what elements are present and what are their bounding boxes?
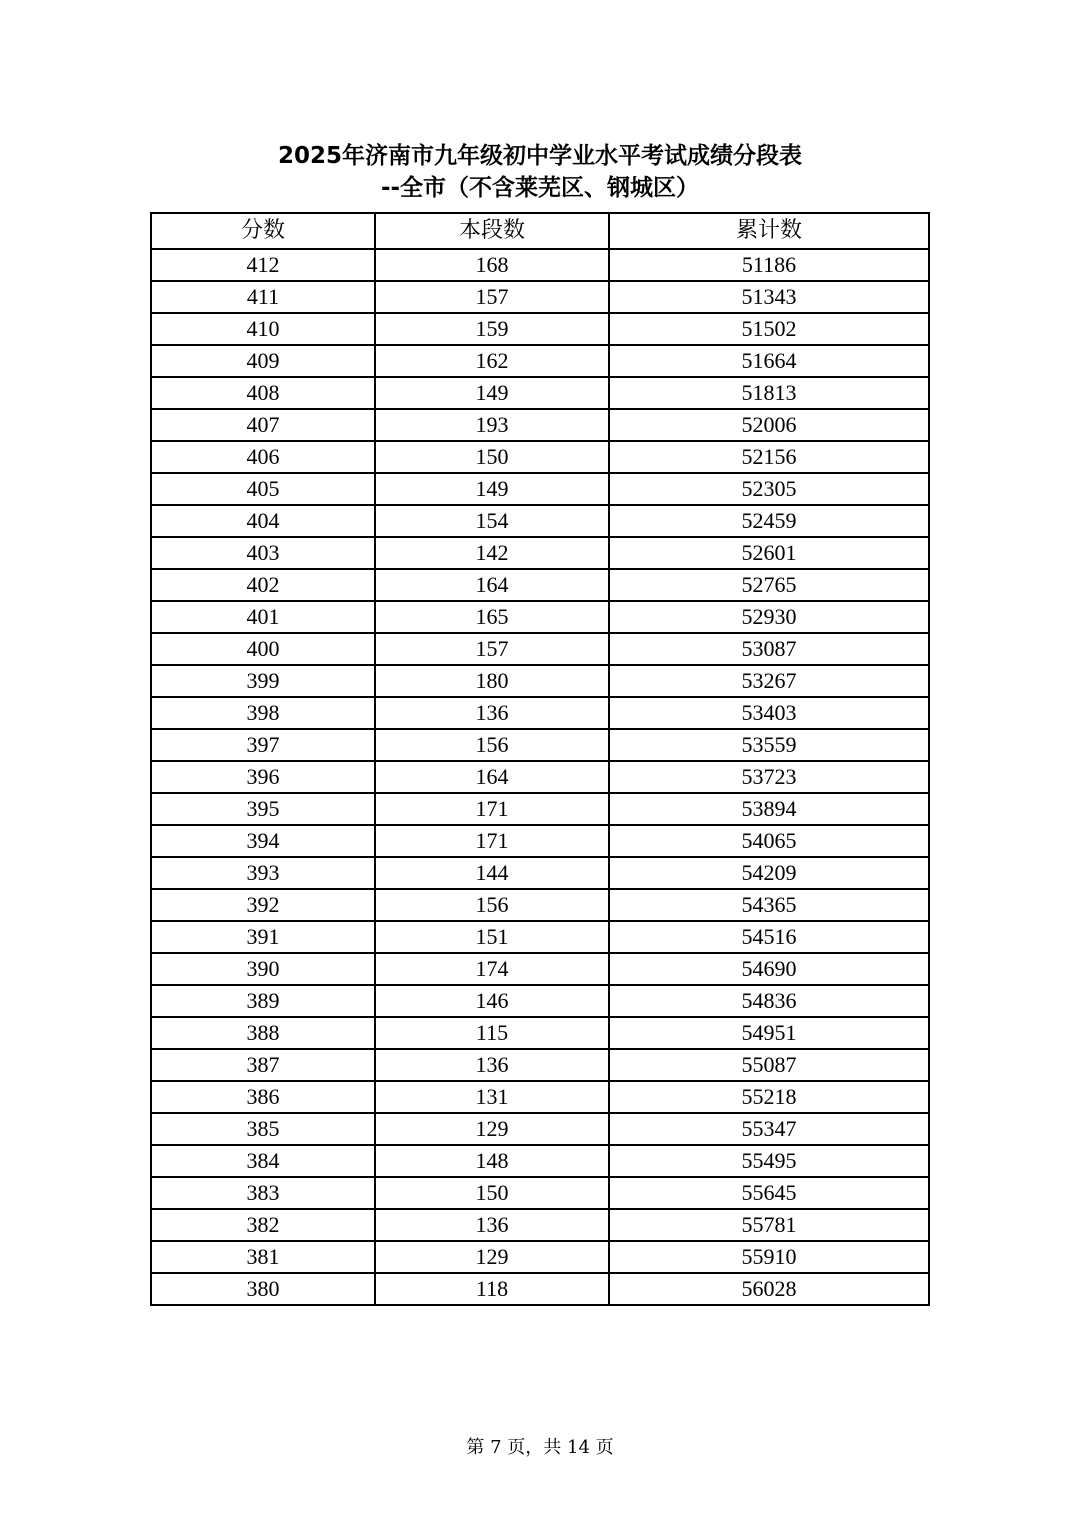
cell-segment-count: 164 <box>375 761 609 793</box>
cell-score: 382 <box>151 1209 375 1241</box>
document-subtitle: --全市（不含莱芜区、钢城区） <box>380 175 700 201</box>
table-row <box>151 665 929 697</box>
table-row <box>151 473 929 505</box>
table-row <box>151 1017 929 1049</box>
cell-cumulative-count: 52765 <box>609 569 929 601</box>
cell-cumulative-count: 55781 <box>609 1209 929 1241</box>
cell-score: 412 <box>151 249 375 281</box>
cell-cumulative-count: 52006 <box>609 409 929 441</box>
table-row <box>151 1145 929 1177</box>
table-row <box>151 1081 929 1113</box>
cell-segment-count: 193 <box>375 409 609 441</box>
cell-cumulative-count: 51343 <box>609 281 929 313</box>
cell-score: 387 <box>151 1049 375 1081</box>
cell-score: 401 <box>151 601 375 633</box>
table-row <box>151 1113 929 1145</box>
header-segment-count: 本段数 <box>375 213 609 249</box>
cell-score: 391 <box>151 921 375 953</box>
table-row <box>151 1177 929 1209</box>
cell-score: 383 <box>151 1177 375 1209</box>
cell-cumulative-count: 55087 <box>609 1049 929 1081</box>
cell-cumulative-count: 52305 <box>609 473 929 505</box>
table-row <box>151 249 929 281</box>
cell-cumulative-count: 55910 <box>609 1241 929 1273</box>
cell-score: 410 <box>151 313 375 345</box>
table-row <box>151 985 929 1017</box>
cell-segment-count: 151 <box>375 921 609 953</box>
table-row <box>151 1273 929 1305</box>
cell-segment-count: 165 <box>375 601 609 633</box>
cell-segment-count: 149 <box>375 377 609 409</box>
cell-segment-count: 146 <box>375 985 609 1017</box>
table-row <box>151 857 929 889</box>
cell-score: 398 <box>151 697 375 729</box>
cell-score: 403 <box>151 537 375 569</box>
cell-cumulative-count: 54365 <box>609 889 929 921</box>
table-row <box>151 889 929 921</box>
cell-cumulative-count: 53403 <box>609 697 929 729</box>
cell-cumulative-count: 53267 <box>609 665 929 697</box>
cell-score: 390 <box>151 953 375 985</box>
table-row <box>151 409 929 441</box>
cell-score: 411 <box>151 281 375 313</box>
cell-score: 402 <box>151 569 375 601</box>
cell-segment-count: 129 <box>375 1241 609 1273</box>
cell-cumulative-count: 52930 <box>609 601 929 633</box>
table-row <box>151 601 929 633</box>
cell-score: 381 <box>151 1241 375 1273</box>
header-cumulative-count: 累计数 <box>609 213 929 249</box>
cell-score: 399 <box>151 665 375 697</box>
cell-segment-count: 142 <box>375 537 609 569</box>
cell-cumulative-count: 55347 <box>609 1113 929 1145</box>
cell-segment-count: 159 <box>375 313 609 345</box>
cell-score: 407 <box>151 409 375 441</box>
cell-score: 397 <box>151 729 375 761</box>
cell-cumulative-count: 55495 <box>609 1145 929 1177</box>
cell-segment-count: 136 <box>375 1209 609 1241</box>
page-number: 第 7 页，共 14 页 <box>466 1437 614 1458</box>
table-row <box>151 633 929 665</box>
table-row <box>151 1049 929 1081</box>
cell-segment-count: 168 <box>375 249 609 281</box>
table-row <box>151 377 929 409</box>
table-body <box>151 249 929 1305</box>
table-row <box>151 569 929 601</box>
cell-segment-count: 171 <box>375 793 609 825</box>
table-row <box>151 825 929 857</box>
table-row <box>151 793 929 825</box>
cell-segment-count: 164 <box>375 569 609 601</box>
table-row <box>151 313 929 345</box>
cell-segment-count: 136 <box>375 1049 609 1081</box>
table-row <box>151 505 929 537</box>
cell-segment-count: 156 <box>375 889 609 921</box>
table-row <box>151 697 929 729</box>
cell-segment-count: 149 <box>375 473 609 505</box>
cell-segment-count: 150 <box>375 1177 609 1209</box>
cell-cumulative-count: 52601 <box>609 537 929 569</box>
table-row <box>151 729 929 761</box>
cell-cumulative-count: 55218 <box>609 1081 929 1113</box>
cell-cumulative-count: 54065 <box>609 825 929 857</box>
cell-cumulative-count: 51813 <box>609 377 929 409</box>
cell-cumulative-count: 54516 <box>609 921 929 953</box>
cell-score: 395 <box>151 793 375 825</box>
cell-segment-count: 118 <box>375 1273 609 1305</box>
cell-segment-count: 129 <box>375 1113 609 1145</box>
cell-segment-count: 148 <box>375 1145 609 1177</box>
cell-score: 384 <box>151 1145 375 1177</box>
cell-score: 409 <box>151 345 375 377</box>
cell-segment-count: 156 <box>375 729 609 761</box>
cell-segment-count: 157 <box>375 633 609 665</box>
cell-segment-count: 162 <box>375 345 609 377</box>
table-row <box>151 761 929 793</box>
cell-score: 406 <box>151 441 375 473</box>
cell-cumulative-count: 54836 <box>609 985 929 1017</box>
cell-cumulative-count: 53559 <box>609 729 929 761</box>
cell-cumulative-count: 53087 <box>609 633 929 665</box>
cell-segment-count: 180 <box>375 665 609 697</box>
table-row <box>151 281 929 313</box>
cell-score: 404 <box>151 505 375 537</box>
cell-cumulative-count: 53723 <box>609 761 929 793</box>
cell-cumulative-count: 52459 <box>609 505 929 537</box>
cell-score: 396 <box>151 761 375 793</box>
table-row <box>151 441 929 473</box>
cell-segment-count: 131 <box>375 1081 609 1113</box>
cell-segment-count: 157 <box>375 281 609 313</box>
cell-score: 385 <box>151 1113 375 1145</box>
table-header-row <box>151 213 929 249</box>
cell-cumulative-count: 52156 <box>609 441 929 473</box>
cell-score: 405 <box>151 473 375 505</box>
cell-score: 392 <box>151 889 375 921</box>
table-row <box>151 921 929 953</box>
score-distribution-table <box>150 212 930 1306</box>
cell-segment-count: 150 <box>375 441 609 473</box>
cell-score: 408 <box>151 377 375 409</box>
cell-score: 393 <box>151 857 375 889</box>
cell-score: 380 <box>151 1273 375 1305</box>
cell-cumulative-count: 54951 <box>609 1017 929 1049</box>
cell-cumulative-count: 51502 <box>609 313 929 345</box>
table-row <box>151 1209 929 1241</box>
cell-cumulative-count: 56028 <box>609 1273 929 1305</box>
cell-segment-count: 171 <box>375 825 609 857</box>
cell-segment-count: 154 <box>375 505 609 537</box>
table-row <box>151 953 929 985</box>
table-row <box>151 345 929 377</box>
cell-segment-count: 174 <box>375 953 609 985</box>
table-row <box>151 1241 929 1273</box>
cell-cumulative-count: 55645 <box>609 1177 929 1209</box>
document-title: 2025年济南市九年级初中学业水平考试成绩分段表 <box>277 143 802 169</box>
cell-cumulative-count: 54209 <box>609 857 929 889</box>
cell-score: 394 <box>151 825 375 857</box>
cell-score: 386 <box>151 1081 375 1113</box>
cell-segment-count: 115 <box>375 1017 609 1049</box>
table-row <box>151 537 929 569</box>
cell-score: 388 <box>151 1017 375 1049</box>
cell-cumulative-count: 51186 <box>609 249 929 281</box>
header-score: 分数 <box>151 213 375 249</box>
cell-cumulative-count: 51664 <box>609 345 929 377</box>
cell-cumulative-count: 54690 <box>609 953 929 985</box>
cell-score: 400 <box>151 633 375 665</box>
cell-segment-count: 136 <box>375 697 609 729</box>
cell-segment-count: 144 <box>375 857 609 889</box>
cell-cumulative-count: 53894 <box>609 793 929 825</box>
cell-score: 389 <box>151 985 375 1017</box>
